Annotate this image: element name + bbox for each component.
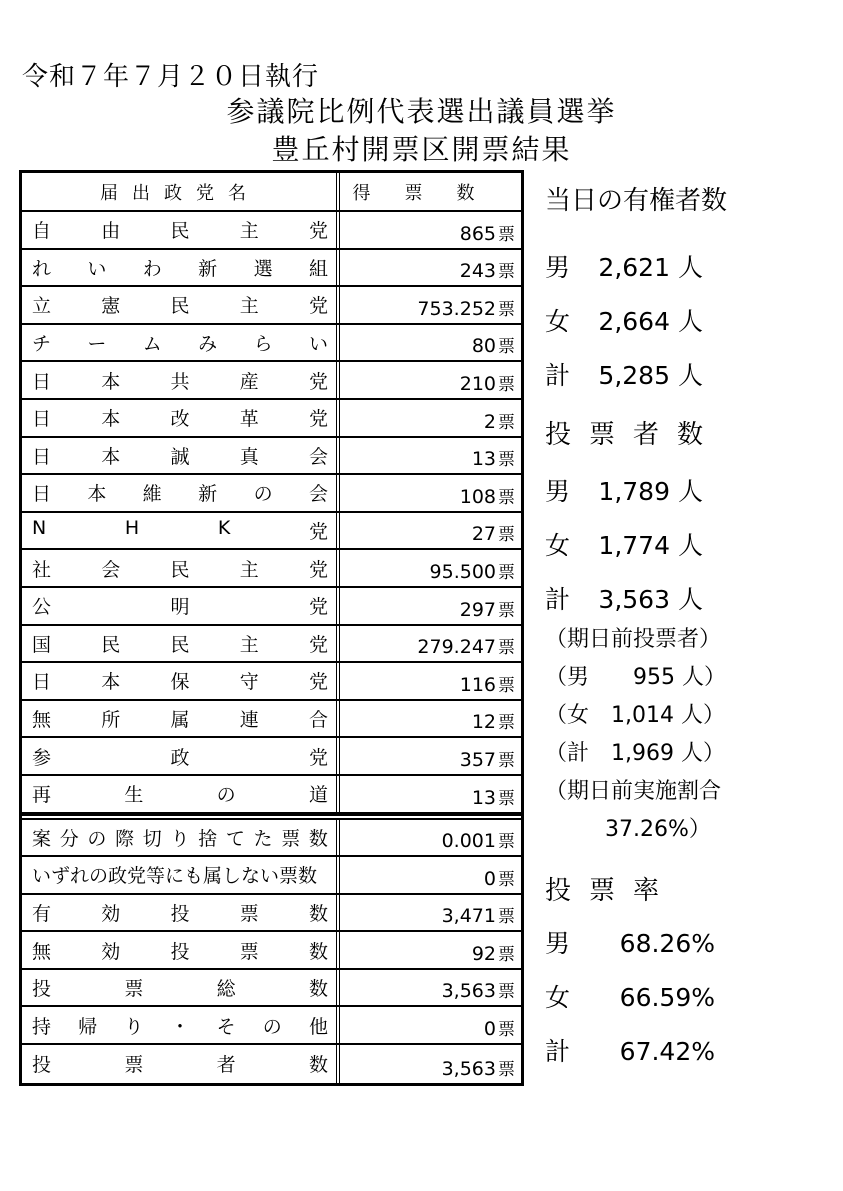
- name-char: 日: [32, 408, 52, 431]
- name-char: 再: [32, 784, 52, 807]
- name-char: 新: [198, 257, 218, 280]
- name-char: 投: [170, 902, 190, 925]
- name-char: 党: [308, 521, 328, 544]
- party-name: [22, 475, 340, 511]
- party-rows: [22, 212, 521, 814]
- party-name: [22, 400, 340, 436]
- name-char: K: [217, 517, 231, 540]
- name-char: 由: [101, 220, 121, 243]
- name-char: 保: [170, 671, 190, 694]
- name-char: 党: [308, 220, 328, 243]
- name-char: 効: [101, 902, 121, 925]
- name-char: 改: [170, 408, 190, 431]
- party-name: [22, 857, 340, 893]
- name-char: 党: [308, 558, 328, 581]
- table-row: [22, 932, 521, 970]
- party-name: [22, 820, 340, 856]
- name-char: 自: [32, 220, 52, 243]
- name-char: 本: [101, 445, 121, 468]
- table-row: [22, 438, 521, 476]
- name-char: 者: [216, 1054, 236, 1077]
- name-char: 党: [308, 633, 328, 656]
- name-char: 数: [308, 827, 328, 850]
- name-char: 党: [308, 671, 328, 694]
- name-char: チ: [32, 333, 52, 356]
- name-char: そ: [216, 1015, 236, 1038]
- name-char: ム: [142, 333, 162, 356]
- name-char: 日: [32, 671, 52, 694]
- name-char: 数: [308, 978, 328, 1001]
- party-name: [22, 287, 340, 323]
- name-char: 票: [239, 940, 259, 963]
- table-row: [22, 287, 521, 325]
- vote-count: 12 票: [471, 711, 515, 734]
- rate-total: 計 67.42%: [545, 1037, 715, 1066]
- name-char: 帰: [78, 1015, 98, 1038]
- name-char: 民: [170, 558, 190, 581]
- name-char: 所: [101, 709, 121, 732]
- vote-count: 116 票: [459, 673, 515, 696]
- vote-count: 95.500 票: [429, 560, 515, 583]
- table-row: [22, 626, 521, 664]
- name-char: 票: [281, 827, 301, 850]
- party-name: [22, 250, 340, 286]
- vote-count: 357 票: [459, 748, 515, 771]
- table-row: [22, 701, 521, 739]
- turnout-total: 計 3,563 人: [545, 585, 703, 614]
- name-char: 属: [170, 709, 190, 732]
- table-row: [22, 857, 521, 895]
- name-char: 日: [32, 483, 52, 506]
- rate-female: 女 66.59%: [545, 983, 715, 1012]
- summary-rows: [22, 820, 521, 1083]
- name-char: 党: [308, 408, 328, 431]
- name-char: 票: [239, 902, 259, 925]
- name-char: 会: [308, 445, 328, 468]
- name-char: 組: [308, 257, 328, 280]
- name-char: 本: [87, 483, 107, 506]
- name-char: 憲: [101, 295, 121, 318]
- name-char: 投: [32, 1054, 52, 1077]
- name-char: 共: [170, 370, 190, 393]
- table-row: [22, 212, 521, 250]
- table-row: [22, 362, 521, 400]
- vote-count: 297 票: [459, 598, 515, 621]
- table-row: [22, 1007, 521, 1045]
- election-date: 令和７年７月２０日執行: [22, 62, 320, 92]
- vote-count: 13 票: [471, 786, 515, 809]
- name-char: 産: [239, 370, 259, 393]
- vote-count: 3,563 票: [441, 980, 515, 1003]
- name-char: り: [124, 1015, 144, 1038]
- table-row: [22, 738, 521, 776]
- vote-count: 0 票: [483, 867, 515, 890]
- rate-male: 男 68.26%: [545, 929, 715, 958]
- name-char: 際: [115, 827, 135, 850]
- table-row: [22, 588, 521, 626]
- early-title: （期日前投票者）: [545, 627, 722, 652]
- name-char: 党: [308, 746, 328, 769]
- name-char: 票: [124, 978, 144, 1001]
- name-char: 民: [170, 220, 190, 243]
- name-char: 合: [308, 709, 328, 732]
- name-char: 総: [216, 978, 236, 1001]
- name-char: ・: [170, 1015, 190, 1038]
- name-char: 維: [142, 483, 162, 506]
- vote-count: 3,471 票: [441, 905, 515, 928]
- turnout-female: 女 1,774 人: [545, 531, 703, 560]
- party-name: [22, 970, 340, 1006]
- name-char: 守: [239, 671, 259, 694]
- name-char: 数: [308, 940, 328, 963]
- name-char: ら: [253, 333, 273, 356]
- voters-female: 女 2,664 人: [545, 307, 703, 336]
- name-char: 日: [32, 370, 52, 393]
- name-char: 民: [101, 633, 121, 656]
- table-row: [22, 475, 521, 513]
- name-char: 本: [101, 408, 121, 431]
- election-title: 参議院比例代表選出議員選挙: [226, 95, 617, 128]
- name-char: 無: [32, 709, 52, 732]
- name-char: 選: [253, 257, 273, 280]
- name-char: 他: [308, 1015, 328, 1038]
- name-char: 票: [124, 1054, 144, 1077]
- early-total: （計 1,969 人）: [545, 741, 725, 766]
- vote-count: 210 票: [459, 372, 515, 395]
- name-char: 分: [59, 827, 79, 850]
- name-char: 会: [101, 558, 121, 581]
- vote-count: 865 票: [459, 222, 515, 245]
- name-char: 主: [239, 633, 259, 656]
- party-name: [22, 438, 340, 474]
- name-char: 投: [170, 940, 190, 963]
- name-char: 無: [32, 940, 52, 963]
- turnout-title: 投票者数: [545, 420, 722, 450]
- name-char: れ: [32, 257, 52, 280]
- name-char: り: [170, 827, 190, 850]
- party-name: [22, 663, 340, 699]
- name-char: 本: [101, 370, 121, 393]
- table-row: [22, 513, 521, 551]
- name-char: 民: [170, 295, 190, 318]
- party-name: [22, 588, 340, 624]
- name-char: の: [262, 1015, 282, 1038]
- table-row: [22, 776, 521, 814]
- name-char: 国: [32, 633, 52, 656]
- party-name: [22, 550, 340, 586]
- turnout-male: 男 1,789 人: [545, 477, 703, 506]
- name-char: 数: [308, 902, 328, 925]
- party-name: [22, 895, 340, 931]
- name-char: H: [124, 517, 140, 540]
- name-char: わ: [142, 257, 162, 280]
- name-char: み: [198, 333, 218, 356]
- table-row: [22, 250, 521, 288]
- name-char: 道: [308, 784, 328, 807]
- name-char: 革: [239, 408, 259, 431]
- vote-count: 92 票: [471, 942, 515, 965]
- vote-count: 753.252 票: [417, 297, 515, 320]
- vote-count: 279.247 票: [417, 636, 515, 659]
- party-name: [22, 932, 340, 968]
- vote-count: 2 票: [483, 410, 515, 433]
- results-table: [19, 170, 524, 1086]
- voters-total: 計 5,285 人: [545, 361, 703, 390]
- name-char: 日: [32, 445, 52, 468]
- name-char: の: [253, 483, 273, 506]
- party-name: [22, 738, 340, 774]
- vote-count: 243 票: [459, 260, 515, 283]
- name-char: 民: [170, 633, 190, 656]
- table-row: [22, 400, 521, 438]
- name-char: い: [87, 257, 107, 280]
- vote-count: 13 票: [471, 448, 515, 471]
- name-char: て: [225, 827, 245, 850]
- table-row: [22, 970, 521, 1008]
- early-rate-label: （期日前実施割合: [545, 779, 722, 804]
- table-row: [22, 895, 521, 933]
- name-char: 本: [101, 671, 121, 694]
- table-row: [22, 820, 521, 858]
- table-row: [22, 550, 521, 588]
- name-char: 捨: [198, 827, 218, 850]
- party-name: [22, 513, 340, 549]
- name-char: 連: [239, 709, 259, 732]
- name-char: ー: [87, 333, 107, 356]
- name-char: 数: [308, 1054, 328, 1077]
- vote-count: 0 票: [483, 1018, 515, 1041]
- name-char: 誠: [170, 445, 190, 468]
- name-char: の: [216, 784, 236, 807]
- name-char: N: [32, 517, 47, 540]
- party-name: [22, 212, 340, 248]
- name-char: い: [308, 333, 328, 356]
- name-char: 政: [170, 746, 190, 769]
- voters-title: 当日の有権者数: [545, 186, 728, 216]
- name-char: 党: [308, 596, 328, 619]
- name-char: 党: [308, 370, 328, 393]
- name-char: の: [87, 827, 107, 850]
- name-char: 案: [32, 827, 52, 850]
- name-char: 有: [32, 902, 52, 925]
- name-char: 明: [170, 596, 190, 619]
- name-char: 党: [308, 295, 328, 318]
- party-name: [22, 701, 340, 737]
- party-name: [22, 325, 340, 361]
- early-female: （女 1,014 人）: [545, 703, 725, 728]
- name-char: 主: [239, 220, 259, 243]
- party-name: [22, 776, 340, 812]
- name-char: 切: [142, 827, 162, 850]
- name-char: 会: [308, 483, 328, 506]
- party-name: [22, 1045, 340, 1083]
- name-char: 立: [32, 295, 52, 318]
- name-char: 効: [101, 940, 121, 963]
- early-male: （男 955 人）: [545, 665, 726, 690]
- table-row: [22, 325, 521, 363]
- name-char: た: [253, 827, 273, 850]
- name-char: 主: [239, 558, 259, 581]
- name-char: 真: [239, 445, 259, 468]
- table-row: [22, 663, 521, 701]
- rate-title: 投票率: [545, 876, 678, 906]
- name-char: 生: [124, 784, 144, 807]
- vote-count: 108 票: [459, 485, 515, 508]
- table-row: [22, 1045, 521, 1083]
- results-title: 豊丘村開票区開票結果: [271, 133, 572, 166]
- party-name: [22, 362, 340, 398]
- party-header: 届出政党名: [22, 173, 340, 210]
- table-header: [22, 173, 521, 212]
- vote-count: 3,563 票: [441, 1057, 515, 1080]
- early-rate-value: 37.26%）: [605, 817, 711, 842]
- votes-header: 得票数: [352, 182, 509, 204]
- name-char: 社: [32, 558, 52, 581]
- vote-count: 80 票: [471, 335, 515, 358]
- name-char: 主: [239, 295, 259, 318]
- vote-count: 27 票: [471, 523, 515, 546]
- vote-count: 0.001 票: [441, 830, 515, 853]
- party-name: [22, 1007, 340, 1043]
- voters-male: 男 2,621 人: [545, 253, 703, 282]
- name-char: いずれの政党等にも属しない票数: [32, 865, 318, 888]
- name-char: 新: [198, 483, 218, 506]
- name-char: 公: [32, 596, 52, 619]
- party-name: [22, 626, 340, 662]
- name-char: 持: [32, 1015, 52, 1038]
- name-char: 参: [32, 746, 52, 769]
- name-char: 投: [32, 978, 52, 1001]
